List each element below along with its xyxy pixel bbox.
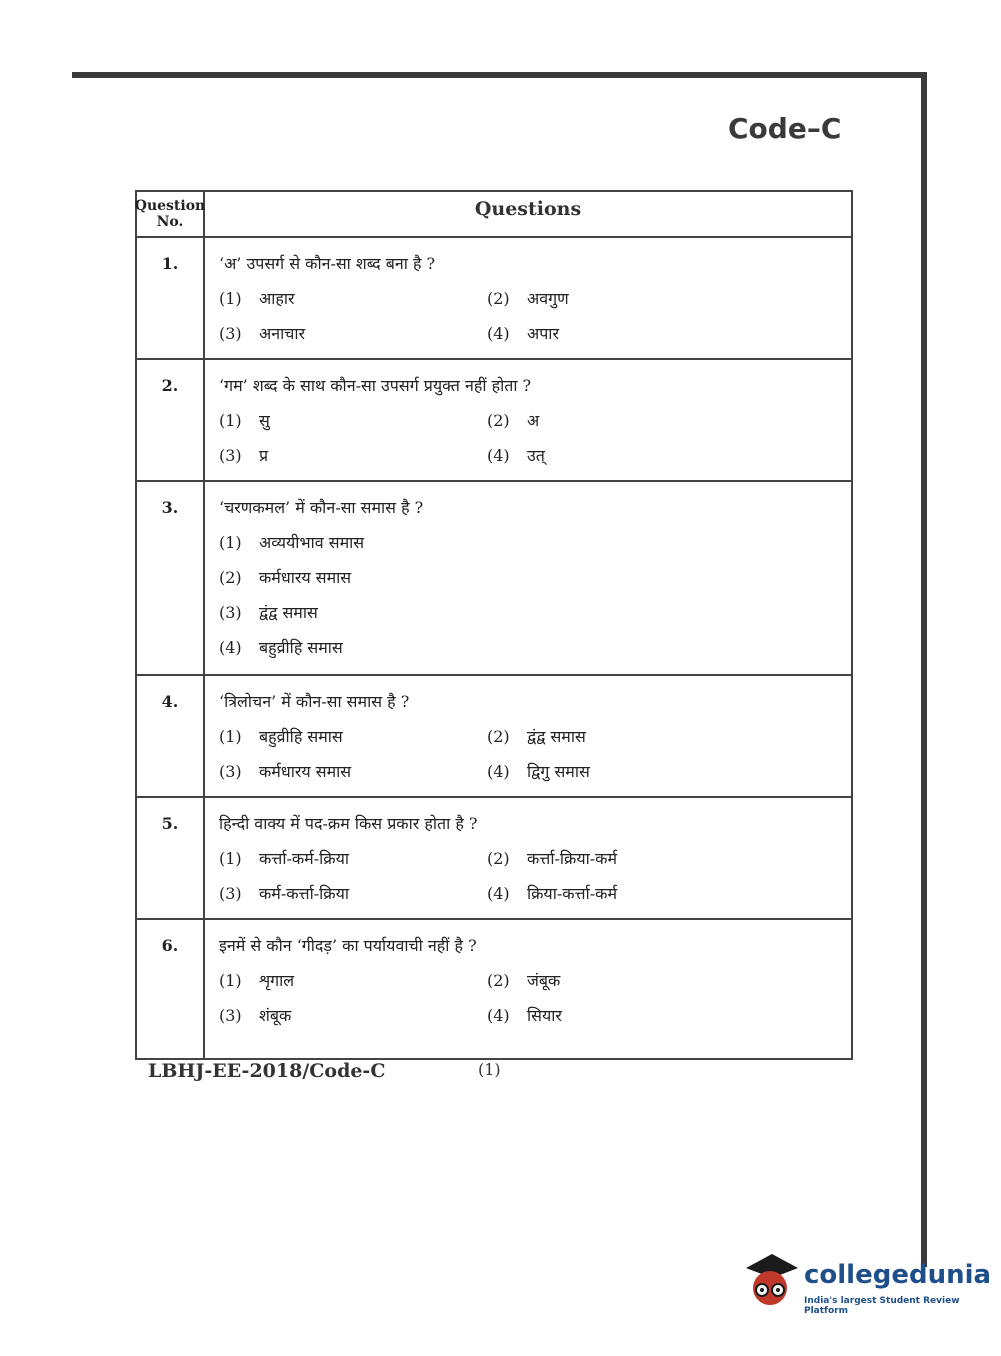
option: (3) प्र	[219, 446, 269, 465]
collegedunia-logo[interactable]	[742, 1250, 992, 1320]
question-row	[137, 360, 851, 482]
option: (1) बहुव्रीहि समास	[219, 727, 343, 746]
question-text: ‘गम’ शब्द के साथ कौन-सा उपसर्ग प्रयुक्त नहीं होता ?	[219, 376, 532, 395]
option: (2) कर्त्ता-क्रिया-कर्म	[487, 849, 618, 868]
question-number: 2.	[137, 360, 205, 480]
question-number: 6.	[137, 920, 205, 1058]
option: (1) अव्ययीभाव समास	[219, 533, 365, 552]
option-list	[219, 408, 851, 468]
option: (4) क्रिया-कर्त्ता-कर्म	[487, 884, 618, 903]
option: (2) अवगुण	[487, 289, 569, 308]
header-question-no: Question No.	[137, 192, 205, 236]
question-body	[205, 482, 851, 674]
option: (4) उत्	[487, 446, 545, 465]
option: (3) द्वंद्व समास	[219, 603, 318, 622]
question-table	[135, 190, 853, 1060]
footer-code: LBHJ-EE-2018/Code-C	[148, 1060, 386, 1082]
question-row	[137, 676, 851, 798]
scan-border-right	[921, 72, 927, 1267]
option: (2) कर्मधारय समास	[219, 568, 352, 587]
question-text: ‘चरणकमल’ में कौन-सा समास है ?	[219, 498, 424, 517]
mascot-icon	[742, 1250, 802, 1320]
question-text: इनमें से कौन ‘गीदड़’ का पर्यायवाची नहीं है ?	[219, 936, 477, 955]
option-list	[219, 530, 851, 660]
option-list	[219, 724, 851, 784]
question-text: ‘अ’ उपसर्ग से कौन-सा शब्द बना है ?	[219, 254, 436, 273]
option: (1) शृगाल	[219, 971, 295, 990]
option: (1) सु	[219, 411, 270, 430]
question-number: 4.	[137, 676, 205, 796]
question-row	[137, 798, 851, 920]
question-number: 5.	[137, 798, 205, 918]
question-text: हिन्दी वाक्य में पद-क्रम किस प्रकार होता है ?	[219, 814, 478, 833]
option: (2) अ	[487, 411, 540, 430]
option: (3) कर्मधारय समास	[219, 762, 352, 781]
scan-border-top	[72, 72, 927, 78]
question-body	[205, 676, 851, 796]
option-list	[219, 846, 851, 906]
option: (2) द्वंद्व समास	[487, 727, 586, 746]
paper-code: Code–C	[728, 112, 842, 145]
option: (4) बहुव्रीहि समास	[219, 638, 343, 657]
option: (3) कर्म-कर्त्ता-क्रिया	[219, 884, 350, 903]
option-list	[219, 286, 851, 346]
page-number: (1)	[478, 1060, 501, 1079]
option-list	[219, 968, 851, 1028]
option: (4) द्विगु समास	[487, 762, 590, 781]
option: (4) अपार	[487, 324, 560, 343]
question-body	[205, 238, 851, 358]
question-body	[205, 920, 851, 1058]
question-row	[137, 238, 851, 360]
option: (2) जंबूक	[487, 971, 561, 990]
option: (1) कर्त्ता-कर्म-क्रिया	[219, 849, 350, 868]
question-row	[137, 920, 851, 1058]
logo-tagline: India's largest Student Review Platform	[804, 1296, 960, 1316]
question-number: 1.	[137, 238, 205, 358]
question-body	[205, 798, 851, 918]
logo-name: collegedunia	[804, 1260, 992, 1290]
table-header	[134, 192, 851, 238]
question-text: ‘त्रिलोचन’ में कौन-सा समास है ?	[219, 692, 410, 711]
question-number: 3.	[137, 482, 205, 674]
header-questions: Questions	[474, 198, 582, 220]
option: (1) आहार	[219, 289, 295, 308]
option: (3) अनाचार	[219, 324, 306, 343]
question-row	[137, 482, 851, 676]
question-body	[205, 360, 851, 480]
option: (3) शंबूक	[219, 1006, 292, 1025]
option: (4) सियार	[487, 1006, 562, 1025]
